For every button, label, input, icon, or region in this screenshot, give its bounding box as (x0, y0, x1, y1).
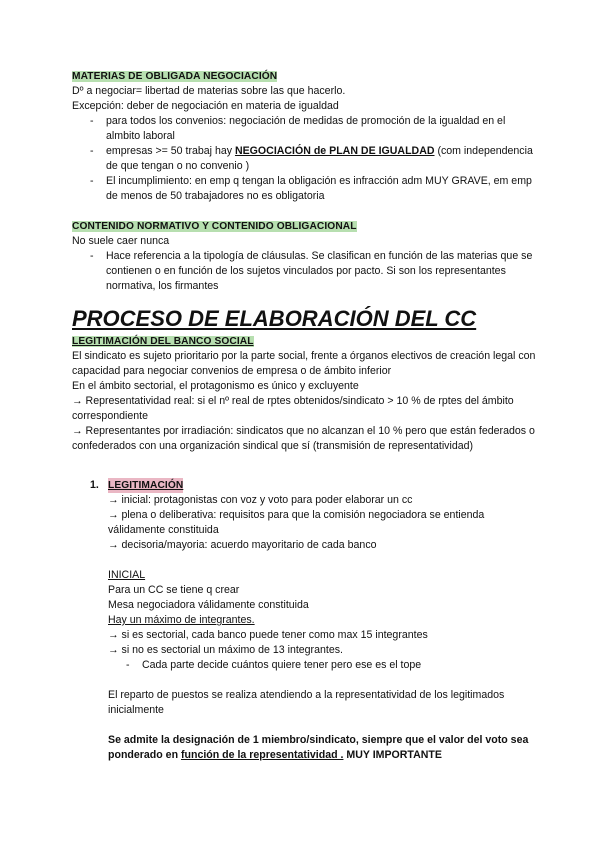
list-item: - El incumplimiento: en emp q tengan la obligación es infracción adm MUY GRAVE, em emp de menos de 50 trabajadores no es obligatoria (90, 174, 542, 204)
section-legitimacion (90, 478, 540, 763)
materias-line1: Dº a negociar= libertad de materias sobre las que hacerlo. (72, 85, 346, 97)
section-contenido (72, 219, 542, 294)
legit-b5: → si no es sectorial un máximo de 13 integrantes. (108, 644, 343, 656)
section-materias (72, 69, 542, 204)
plan-igualdad-emphasis: NEGOCIACIÓN de PLAN DE IGUALDAD (234, 145, 435, 157)
heading-banco-social: LEGITIMACIÓN DEL BANCO SOCIAL (72, 336, 254, 347)
proceso-p3: → Representatividad real: si el nº real de rptes obtenidos/sindicato > 10 % de rptes del ámbito correspondiente (72, 395, 514, 422)
contenido-line1: No suele caer nunca (72, 235, 170, 247)
legit-a2: → plena o deliberativa: requisitos para que la comisión negociadora se entienda válidamente constituida (108, 509, 485, 536)
legit-important-note: Se admite la designación de 1 miembro/sindicato, siempre que el valor del voto sea ponderado en función de la representatividad . MUY IMPORTANTE (108, 734, 529, 761)
legit-b3: Hay un máximo de integrantes. (108, 614, 255, 626)
contenido-list (72, 249, 542, 294)
list-item: - Cada parte decide cuántos quiere tener pero ese es el tope (126, 658, 540, 673)
heading-contenido: CONTENIDO NORMATIVO Y CONTENIDO OBLIGACIONAL (72, 221, 357, 232)
materias-list (72, 114, 542, 204)
page-title: PROCESO DE ELABORACIÓN DEL CC (72, 306, 477, 331)
proceso-p2: En el ámbito sectorial, el protagonismo es único y excluyente (72, 380, 359, 392)
legitimacion-heading-row (90, 478, 540, 493)
list-item: - Hace referencia a la tipología de cláusulas. Se clasifican en función de las materias que se contienen o en función de los sujetos vinculados por pacto. Si son los representantes normativa, los firmantes (90, 249, 542, 294)
legit-a3: → decisoria/mayoria: acuerdo mayoritario de cada banco (108, 539, 377, 551)
heading-inicial: INICIAL (108, 569, 146, 581)
legit-b4: → si es sectorial, cada banco puede tener como max 15 integrantes (108, 629, 428, 641)
heading-legitimacion: LEGITIMACIÓN (108, 480, 184, 491)
legit-a1: → inicial: protagonistas con voz y voto para poder elaborar un cc (108, 494, 413, 506)
list-item: - empresas >= 50 trabaj hay NEGOCIACIÓN de PLAN DE IGUALDAD (com independencia de que tengan o no convenio ) (90, 144, 542, 174)
materias-line2: Excepción: deber de negociación en materia de igualdad (72, 100, 339, 112)
legit-b1: Para un CC se tiene q crear (108, 584, 240, 596)
proceso-p1: El sindicato es sujeto prioritario por la parte social, frente a órganos electivos de creación legal con capacidad para negociar convenios de empresa o de ámbito inferior (72, 350, 536, 377)
legit-c1: El reparto de puestos se realiza atendiendo a la representatividad de los legitimados inicialmente (108, 689, 505, 716)
legit-sublist (108, 658, 540, 673)
list-item: - para todos los convenios: negociación de medidas de promoción de la igualdad en el almbito laboral (90, 114, 542, 144)
section-proceso (72, 306, 542, 454)
list-number: 1. (90, 479, 99, 491)
proceso-p4: → Representantes por irradiación: sindicatos que no alcanzan el 10 % pero que están federados o confederados con una organización sindical que sí (transmisión de representatividad) (72, 425, 535, 452)
legit-b2: Mesa negociadora válidamente constituida (108, 599, 309, 611)
heading-materias: MATERIAS DE OBLIGADA NEGOCIACIÓN (72, 71, 278, 82)
